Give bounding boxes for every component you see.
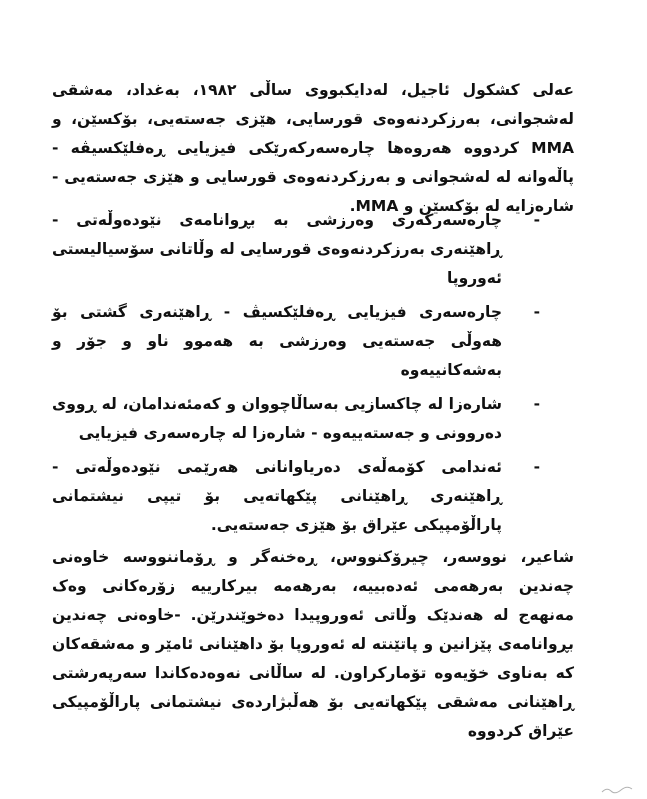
list-item-text: چارەسەرکەری وەرزشی بە بڕوانامەی نێودەوڵەتی - ڕاهێنەری بەرزکردنەوەی قورسایی لە وڵاتانی سۆسیالیستی ئەوروپا — [52, 211, 502, 287]
list-item-text: چارەسەری فیزیایی ڕەفلێکسیڤ - ڕاهێنەری گشتی بۆ هەوڵی جەستەیی وەرزشی بە هەموو ناو و جۆر و بەشەکانییەوە — [52, 303, 502, 379]
bullet-dash: - — [533, 303, 540, 321]
outro-paragraph: شاعیر، نووسەر، چیرۆکنووس، ڕەخنەگر و ڕۆماننووسە خاوەنی چەندین بەرهەمی ئەدەبییە، بەرهەمە بیرکارییە زۆرەکانی وەک مەنهەج لە هەندێک وڵاتی ئەوروپیدا دەخوێندرێن. -خاوەنی چەندین بڕوانامەی پێزانین و پاتێنتە لە ئەوروپا بۆ داهێنانی ئامێر و مەشقەکان کە بەناوی خۆیەوە تۆمارکراون. لە ساڵانی نەوەدەکاندا سەرپەرشتی ڕاهێنانی مەشقی پێکهاتەیی بۆ هەڵبژاردەی نیشتمانی پاراڵۆمپیکی عێراق کردووە — [52, 547, 574, 740]
bullet-dash: - — [533, 211, 540, 229]
corner-scribble-mark — [601, 785, 633, 795]
list-item — [52, 390, 552, 448]
list-item-text: ئەندامی کۆمەڵەی دەریاوانانی هەرێمی نێودەوڵەتی - ڕاهێنەری ڕاهێنانی پێکهاتەیی بۆ تیپی نیشتمانی پاراڵۆمپیکی عێراق بۆ هێزی جەستەیی. — [52, 458, 502, 534]
qualifications-list — [52, 206, 552, 545]
list-item-text: شارەزا لە چاکسازیی بەساڵاچووان و کەمئەندامان، لە ڕووی دەروونی و جەستەییەوە - شارەزا لە چارەسەری فیزیایی — [52, 395, 502, 442]
intro-paragraph: عەلی کشکول ئاجیل، لەدایکبووی ساڵی ١٩٨٢، بەغداد، مەشقی لەشجوانی، بەرزکردنەوەی قورسایی، هێزی جەستەیی، بۆکسێن، و MMA کردووە هەروەها چارەسەرکەرێکی فیزیایی ڕەفلێکسیڤە - پاڵەوانە لە لەشجوانی و بەرزکردنەوەی قورسایی و هێزی جەستەیی - شارەزایە لە بۆکسێن و MMA. — [52, 80, 574, 215]
bullet-dash: - — [533, 395, 540, 413]
bullet-dash: - — [533, 458, 540, 476]
list-item — [52, 298, 552, 385]
list-item — [52, 206, 552, 293]
list-item — [52, 453, 552, 540]
